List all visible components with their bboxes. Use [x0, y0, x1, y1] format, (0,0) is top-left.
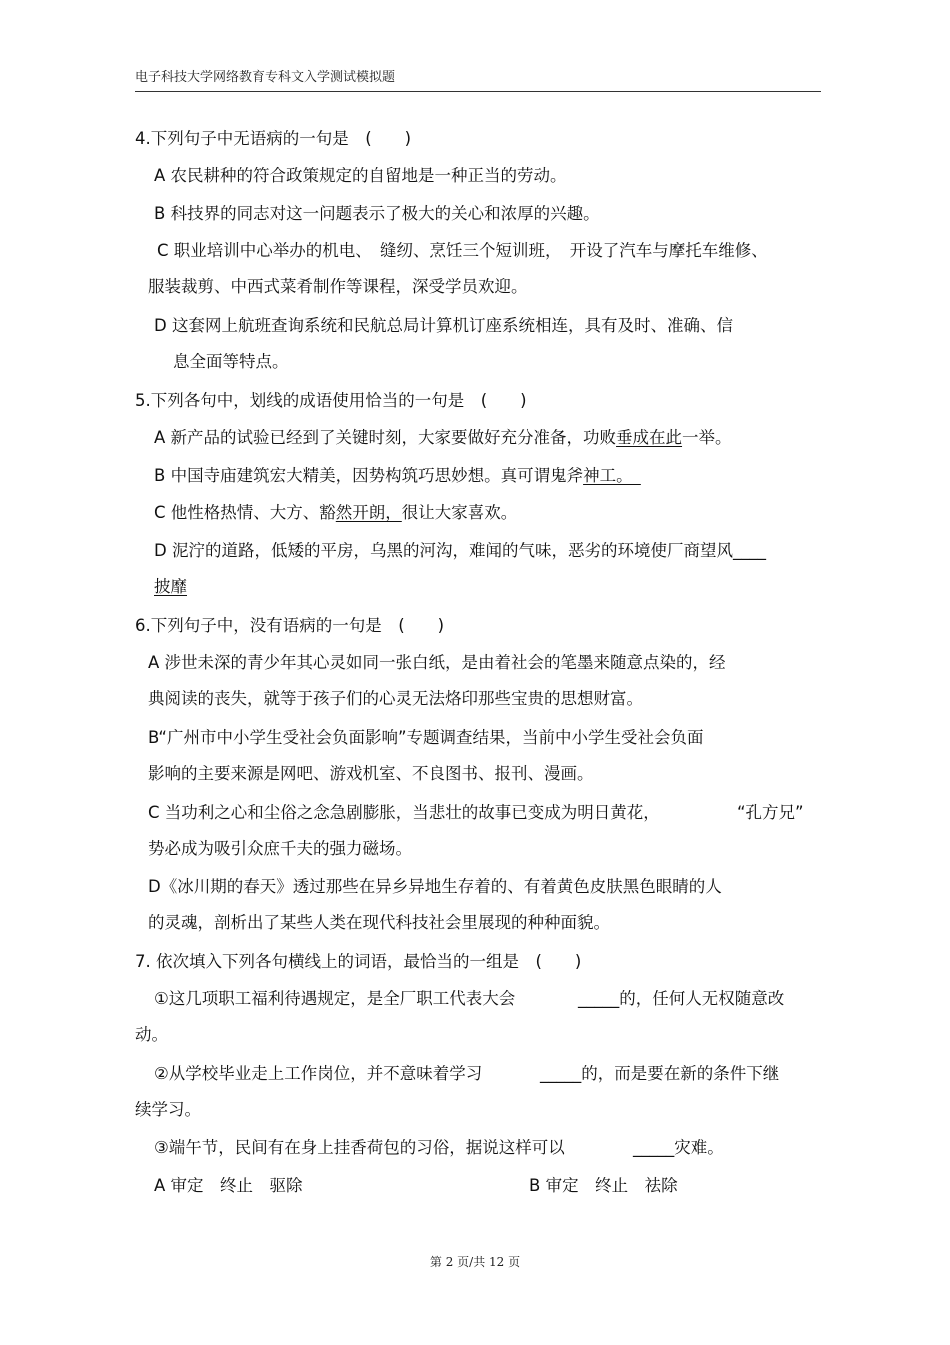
q4-option-b: B 科技界的同志对这一问题表示了极大的关心和浓厚的兴趣。 [154, 204, 600, 223]
q5-d-blank: ____ [732, 541, 766, 560]
q5-c-tail: 很让大家喜欢。 [401, 503, 518, 522]
q5-option-a [154, 428, 732, 448]
q7-sentence1-c: 动。 [135, 1025, 168, 1044]
q4-stem: 4.下列句子中无语病的一句是 ( ) [135, 129, 412, 148]
q4-option-d-line1: D 这套网上航班查询系统和民航总局计算机订座系统相连，具有及时、准确、信 [154, 316, 733, 335]
q5-b-text: B 中国寺庙建筑宏大精美，因势构筑巧思妙想。真可谓鬼斧 [154, 466, 584, 485]
q7-option-a: A 审定 终止 驱除 [154, 1176, 303, 1195]
q7-sentence2-b: _____的，而是要在新的条件下继 [540, 1064, 780, 1083]
q5-option-c [154, 503, 517, 523]
q6-option-c-line2: 势必成为吸引众庶千夫的强力磁场。 [148, 839, 412, 858]
q7-sentence3-a: ③端午节，民间有在身上挂香荷包的习俗，据说这样可以 [154, 1138, 565, 1157]
q7-stem: 7. 依次填入下列各句横线上的词语，最恰当的一组是 ( ) [135, 952, 582, 971]
q6-option-d-line1: D《冰川期的春天》透过那些在异乡异地生存着的、有着黄色皮肤黑色眼睛的人 [148, 877, 722, 896]
q5-stem: 5.下列各句中，划线的成语使用恰当的一句是 ( ) [135, 391, 527, 410]
q5-a-text: A 新产品的试验已经到了关键时刻，大家要做好充分准备，功败 [154, 428, 617, 447]
q4-option-d-line2: 息全面等特点。 [173, 352, 289, 371]
page-footer: 第 2 页/共 12 页 [429, 1255, 521, 1269]
q7-option-b: B 审定 终止 祛除 [529, 1176, 678, 1195]
q7-sentence2-c: 续学习。 [135, 1100, 201, 1119]
page-header: 电子科技大学网络教育专科文入学测试模拟题 [135, 70, 396, 85]
q5-d-text: D 泥泞的道路，低矮的平房，乌黑的河沟，难闻的气味，恶劣的环境使厂商望风 [154, 541, 733, 560]
q7-sentence1-b: _____的，任何人无权随意改 [578, 989, 785, 1008]
q5-c-text: C 他性格热情、大方、豁 [154, 503, 336, 522]
q6-stem: 6.下列句子中，没有语病的一句是 ( ) [135, 616, 445, 635]
q5-option-d-underlined-idiom: 披靡 [154, 577, 187, 596]
header-rule [135, 91, 821, 92]
q4-option-c-line2: 服装裁剪、中西式菜肴制作等课程，深受学员欢迎。 [148, 277, 528, 296]
q4-option-c-line1: C 职业培训中心举办的机电、 缝纫、烹饪三个短训班， 开设了汽车与摩托车维修、 [157, 241, 768, 260]
q6-option-c-kongfangxiong: “孔方兄” [737, 803, 804, 822]
q5-option-d-line1 [154, 541, 766, 561]
q6-option-c-line1: C 当功利之心和尘俗之念急剧膨胀，当悲壮的故事已变成为明日黄花， [148, 803, 660, 822]
q6-option-d-line2: 的灵魂，剖析出了某些人类在现代科技社会里展现的种种面貌。 [148, 913, 610, 932]
q7-sentence3-b: _____灾难。 [633, 1138, 724, 1157]
q7-sentence1-a: ①这几项职工福利待遇规定，是全厂职工代表大会 [154, 989, 516, 1008]
q5-option-b [154, 466, 641, 486]
q5-b-underlined-idiom: 神工。 [583, 466, 641, 485]
q5-a-tail: 一举。 [682, 428, 732, 447]
q6-option-a-line1: A 涉世未深的青少年其心灵如同一张白纸，是由着社会的笔墨来随意点染的，经 [148, 653, 726, 672]
q6-option-b-line2: 影响的主要来源是网吧、游戏机室、不良图书、报刊、漫画。 [148, 764, 594, 783]
q5-c-underlined-idiom: 然开朗， [335, 503, 402, 522]
q7-sentence2-a: ②从学校毕业走上工作岗位，并不意味着学习 [154, 1064, 483, 1083]
q5-a-underlined-idiom: 垂成在此 [616, 428, 683, 447]
q6-option-a-line2: 典阅读的丧失，就等于孩子们的心灵无法烙印那些宝贵的思想财富。 [148, 689, 643, 708]
q6-option-b-line1: B“广州市中小学生受社会负面影响”专题调查结果，当前中小学生受社会负面 [148, 728, 704, 747]
q4-option-a: A 农民耕种的符合政策规定的自留地是一种正当的劳动。 [154, 166, 567, 185]
